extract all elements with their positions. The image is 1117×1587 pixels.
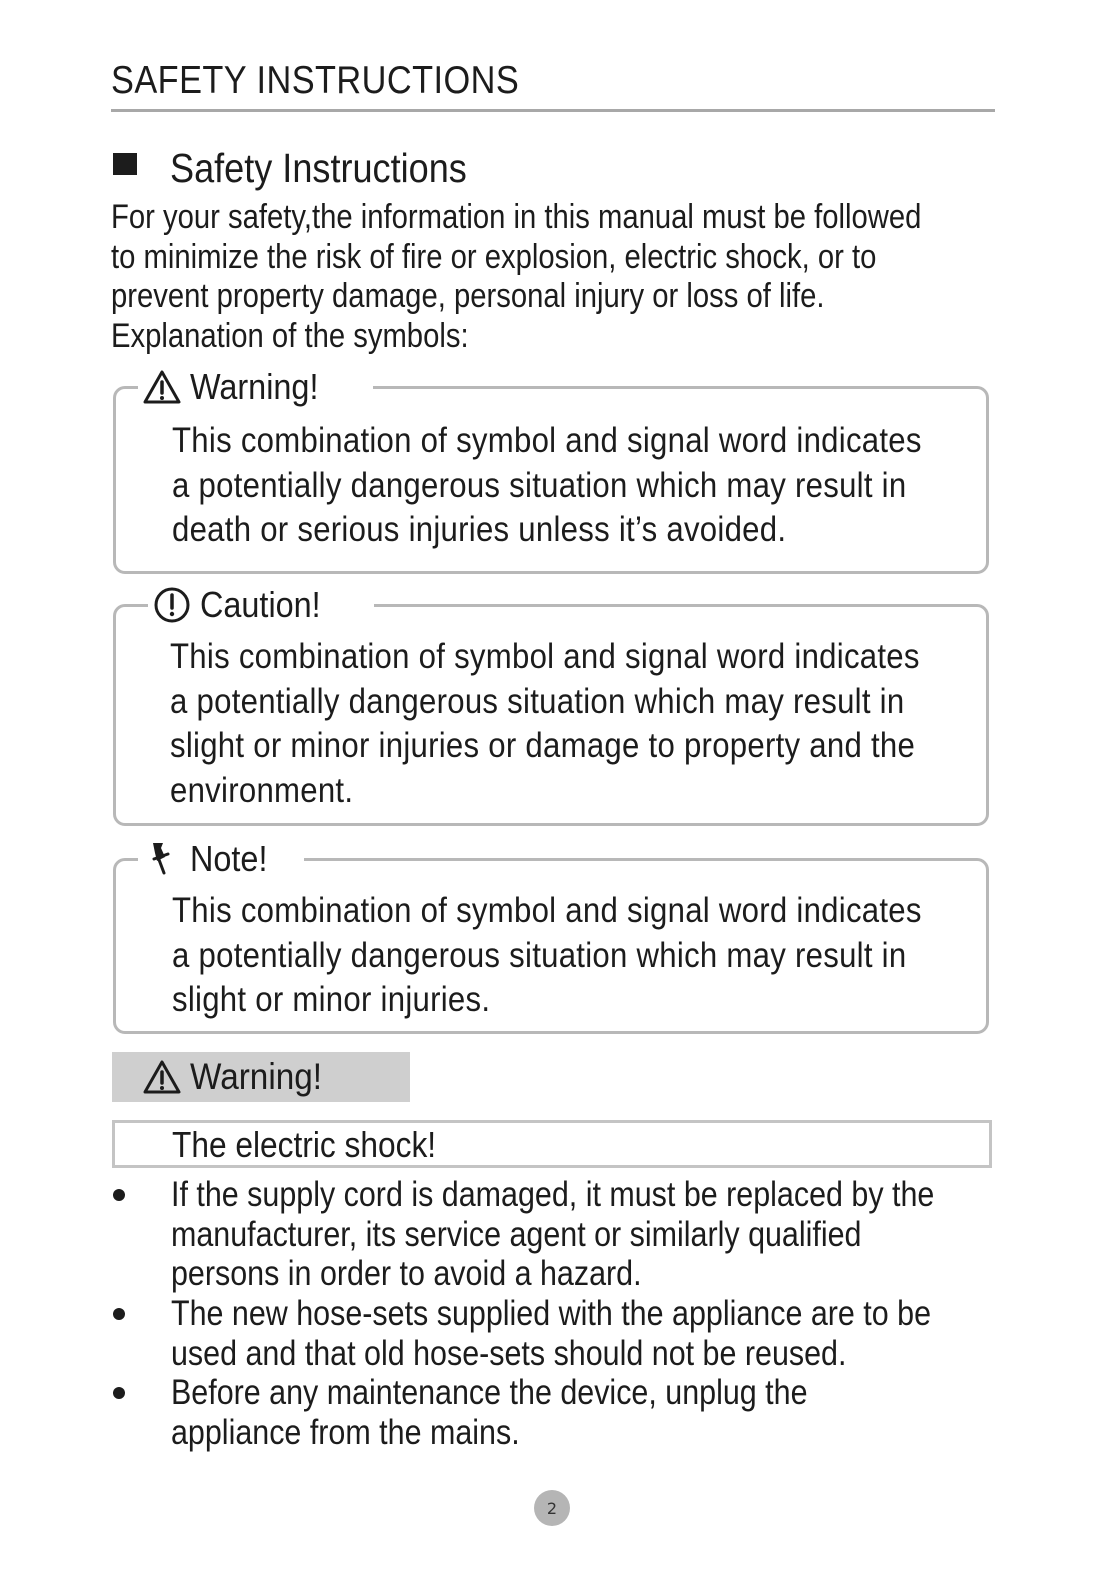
description-line: This combination of symbol and signal word indicates: [172, 421, 922, 460]
intro-line: Explanation of the symbols:: [111, 316, 469, 355]
intro-paragraph: [111, 198, 971, 356]
warning-description: [172, 419, 973, 553]
warning-banner: [112, 1052, 410, 1102]
bullet-dot-icon: [113, 1189, 125, 1201]
caution-legend: [148, 583, 374, 627]
page-header-title: SAFETY INSTRUCTIONS: [111, 59, 520, 102]
warning-label: Warning!: [190, 366, 319, 407]
note-description: [172, 889, 973, 1023]
bullet-line: The new hose-sets supplied with the appliance are to be: [171, 1294, 932, 1333]
intro-line: For your safety,the information in this manual must be followed: [111, 198, 922, 236]
intro-line: prevent property damage, personal injury or loss of life.: [111, 277, 825, 315]
bullet-line: manufacturer, its service agent or similarly qualified: [171, 1214, 862, 1254]
description-line: slight or minor injuries.: [172, 980, 491, 1019]
bullet-line: If the supply cord is damaged, it must be replaced by the: [171, 1175, 935, 1214]
description-line: a potentially dangerous situation which may result in: [170, 681, 905, 721]
description-line: slight or minor injuries or damage to property and the: [170, 726, 916, 765]
bullet-line: used and that old hose-sets should not be reused.: [171, 1333, 847, 1373]
electric-shock-heading: The electric shock!: [172, 1124, 437, 1165]
electric-shock-box: [112, 1120, 992, 1168]
warning-bullet-list: [110, 1175, 1110, 1453]
warning-symbol-box: [113, 366, 989, 574]
bullet-dot-icon: [113, 1387, 125, 1399]
note-legend: [138, 837, 304, 881]
description-line: This combination of symbol and signal word indicates: [172, 891, 922, 930]
caution-description: [170, 635, 971, 813]
page-number-badge: 2: [534, 1490, 570, 1526]
list-item: [110, 1373, 1110, 1453]
description-line: a potentially dangerous situation which may result in: [172, 465, 907, 505]
caution-label: Caution!: [200, 584, 321, 625]
description-line: death or serious injuries unless it’s avoided.: [172, 510, 787, 549]
bullet-dot-icon: [113, 1308, 125, 1320]
list-item: [110, 1294, 1110, 1373]
section-square-bullet-icon: [113, 153, 137, 175]
bullet-line: persons in order to avoid a hazard.: [171, 1254, 642, 1293]
list-item: [110, 1175, 1110, 1294]
bullet-line: appliance from the mains.: [171, 1412, 520, 1452]
note-label: Note!: [190, 838, 268, 879]
section-title: Safety Instructions: [170, 145, 467, 191]
bullet-line: Before any maintenance the device, unplug the: [171, 1373, 808, 1412]
caution-symbol-box: [113, 584, 989, 826]
description-line: This combination of symbol and signal word indicates: [170, 637, 920, 676]
bullet-text: [171, 1373, 1041, 1452]
description-line: environment.: [170, 770, 354, 810]
description-line: a potentially dangerous situation which may result in: [172, 935, 907, 975]
header-divider: [111, 109, 995, 112]
intro-line: to minimize the risk of fire or explosion, electric shock, or to: [111, 237, 877, 276]
warning-triangle-icon: [142, 1057, 182, 1097]
warning-legend: [138, 365, 373, 409]
caution-circle-icon: [152, 585, 192, 625]
warning-triangle-icon: [142, 367, 182, 407]
bullet-text: [171, 1175, 1041, 1294]
pushpin-icon: [142, 839, 182, 879]
bullet-text: [171, 1294, 1041, 1373]
note-symbol-box: [113, 838, 989, 1034]
warning-banner-label: Warning!: [190, 1056, 323, 1097]
